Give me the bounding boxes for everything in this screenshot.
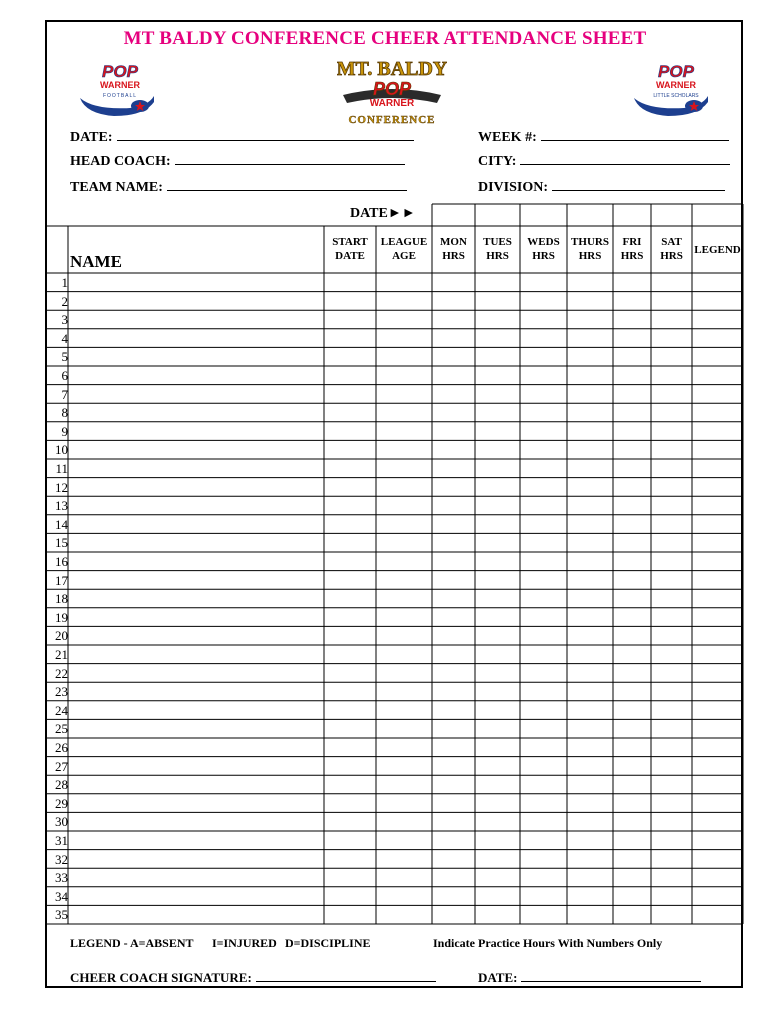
league-age-header — [376, 235, 432, 263]
start-header-line2: DATE — [335, 250, 365, 262]
head-coach-label: HEAD COACH: — [70, 154, 171, 169]
start-date-header — [324, 235, 376, 263]
left-logo-line1: POP — [102, 62, 138, 81]
left-logo-line3: FOOTBALL — [102, 93, 138, 99]
tues-header-line1: TUES — [483, 236, 512, 248]
row-number: 10 — [55, 442, 68, 458]
league-header-line2: AGE — [392, 250, 416, 262]
legend-injured: I=INJURED — [212, 936, 277, 950]
footer-date-line[interactable] — [521, 969, 701, 982]
footer-date-label: DATE: — [478, 970, 518, 985]
date-label: DATE: — [70, 130, 113, 145]
sat-header-line1: SAT — [661, 236, 682, 248]
row-number: 33 — [55, 870, 68, 886]
row-number: 35 — [55, 907, 68, 923]
center-logo-line3: WARNER — [369, 98, 415, 109]
page-title: MT BALDY CONFERENCE CHEER ATTENDANCE SHEET — [123, 28, 647, 49]
row-number: 31 — [55, 833, 68, 848]
fri-hrs-header — [613, 235, 651, 263]
fri-header-line2: HRS — [620, 250, 644, 262]
row-number: 4 — [61, 330, 68, 346]
fri-header-line1: FRI — [622, 236, 642, 248]
row-number: 28 — [55, 777, 68, 793]
row-number: 20 — [55, 628, 68, 644]
row-number: 3 — [61, 312, 68, 328]
weds-header-line2: HRS — [532, 250, 555, 262]
signature-label: CHEER COACH SIGNATURE: — [70, 970, 252, 985]
row-number: 24 — [55, 702, 68, 718]
center-logo-line1: MT. BALDY — [337, 58, 447, 80]
center-logo-line2: POP — [372, 79, 412, 99]
row-number: 21 — [55, 647, 68, 662]
row-number: 27 — [55, 758, 68, 774]
row-number: 30 — [55, 814, 68, 830]
legend-discipline: D=DISCIPLINE — [285, 936, 371, 950]
week-label: WEEK #: — [478, 130, 537, 145]
league-header-line1: LEAGUE — [380, 236, 428, 248]
mon-header-line2: HRS — [442, 250, 465, 262]
tues-header-line2: HRS — [486, 250, 509, 262]
center-logo-line4: CONFERENCE — [348, 114, 436, 126]
row-number: 25 — [55, 721, 68, 737]
hours-note: Indicate Practice Hours With Numbers Only — [433, 936, 663, 950]
row-number: 14 — [55, 516, 68, 532]
row-number: 7 — [61, 386, 68, 402]
row-number: 11 — [55, 461, 68, 476]
sat-header-line2: HRS — [660, 250, 683, 262]
row-number: 9 — [61, 423, 68, 439]
thurs-header-line1: THURS — [571, 236, 609, 248]
row-number: 6 — [61, 368, 68, 383]
row-number: 18 — [55, 591, 68, 607]
row-number: 32 — [55, 851, 68, 867]
row-number: 13 — [55, 498, 68, 514]
row-number: 1 — [61, 275, 68, 290]
row-number: 23 — [55, 684, 68, 700]
legend-column-header: LEGEND — [694, 244, 741, 256]
row-number: 19 — [55, 609, 68, 625]
row-number: 2 — [61, 293, 68, 309]
sat-hrs-header — [651, 235, 692, 263]
signature-line[interactable] — [256, 969, 436, 982]
weds-header-line1: WEDS — [527, 236, 560, 248]
right-logo-line1: POP — [658, 62, 694, 81]
thurs-header-line2: HRS — [578, 250, 602, 262]
mon-header-line1: MON — [440, 236, 467, 248]
mon-hrs-header — [432, 235, 475, 263]
right-logo-line2: WARNER — [656, 80, 696, 90]
row-number: 17 — [55, 572, 68, 588]
start-header-line1: START — [332, 236, 368, 248]
team-name-label: TEAM NAME: — [70, 180, 163, 195]
row-number: 12 — [55, 479, 68, 495]
weds-hrs-header — [520, 235, 567, 263]
left-logo-line2: WARNER — [100, 80, 140, 90]
row-number: 34 — [55, 888, 68, 904]
footer-date-field[interactable] — [478, 969, 701, 986]
row-number: 16 — [55, 554, 68, 569]
tues-hrs-header — [475, 235, 520, 263]
thurs-hrs-header — [567, 235, 613, 263]
right-logo-line3: LITTLE SCHOLARS — [653, 93, 699, 99]
row-number: 29 — [55, 795, 68, 811]
row-number: 15 — [55, 535, 68, 551]
date-arrow-label: DATE►► — [350, 206, 416, 221]
legend-absent: LEGEND - A=ABSENT — [70, 936, 194, 950]
row-number: 5 — [61, 349, 68, 365]
row-number: 22 — [55, 665, 68, 681]
signature-field[interactable] — [70, 969, 436, 986]
row-number: 26 — [55, 740, 68, 755]
city-label: CITY: — [478, 154, 517, 169]
division-label: DIVISION: — [478, 180, 549, 195]
name-column-header: NAME — [70, 252, 122, 271]
row-number: 8 — [61, 405, 68, 421]
